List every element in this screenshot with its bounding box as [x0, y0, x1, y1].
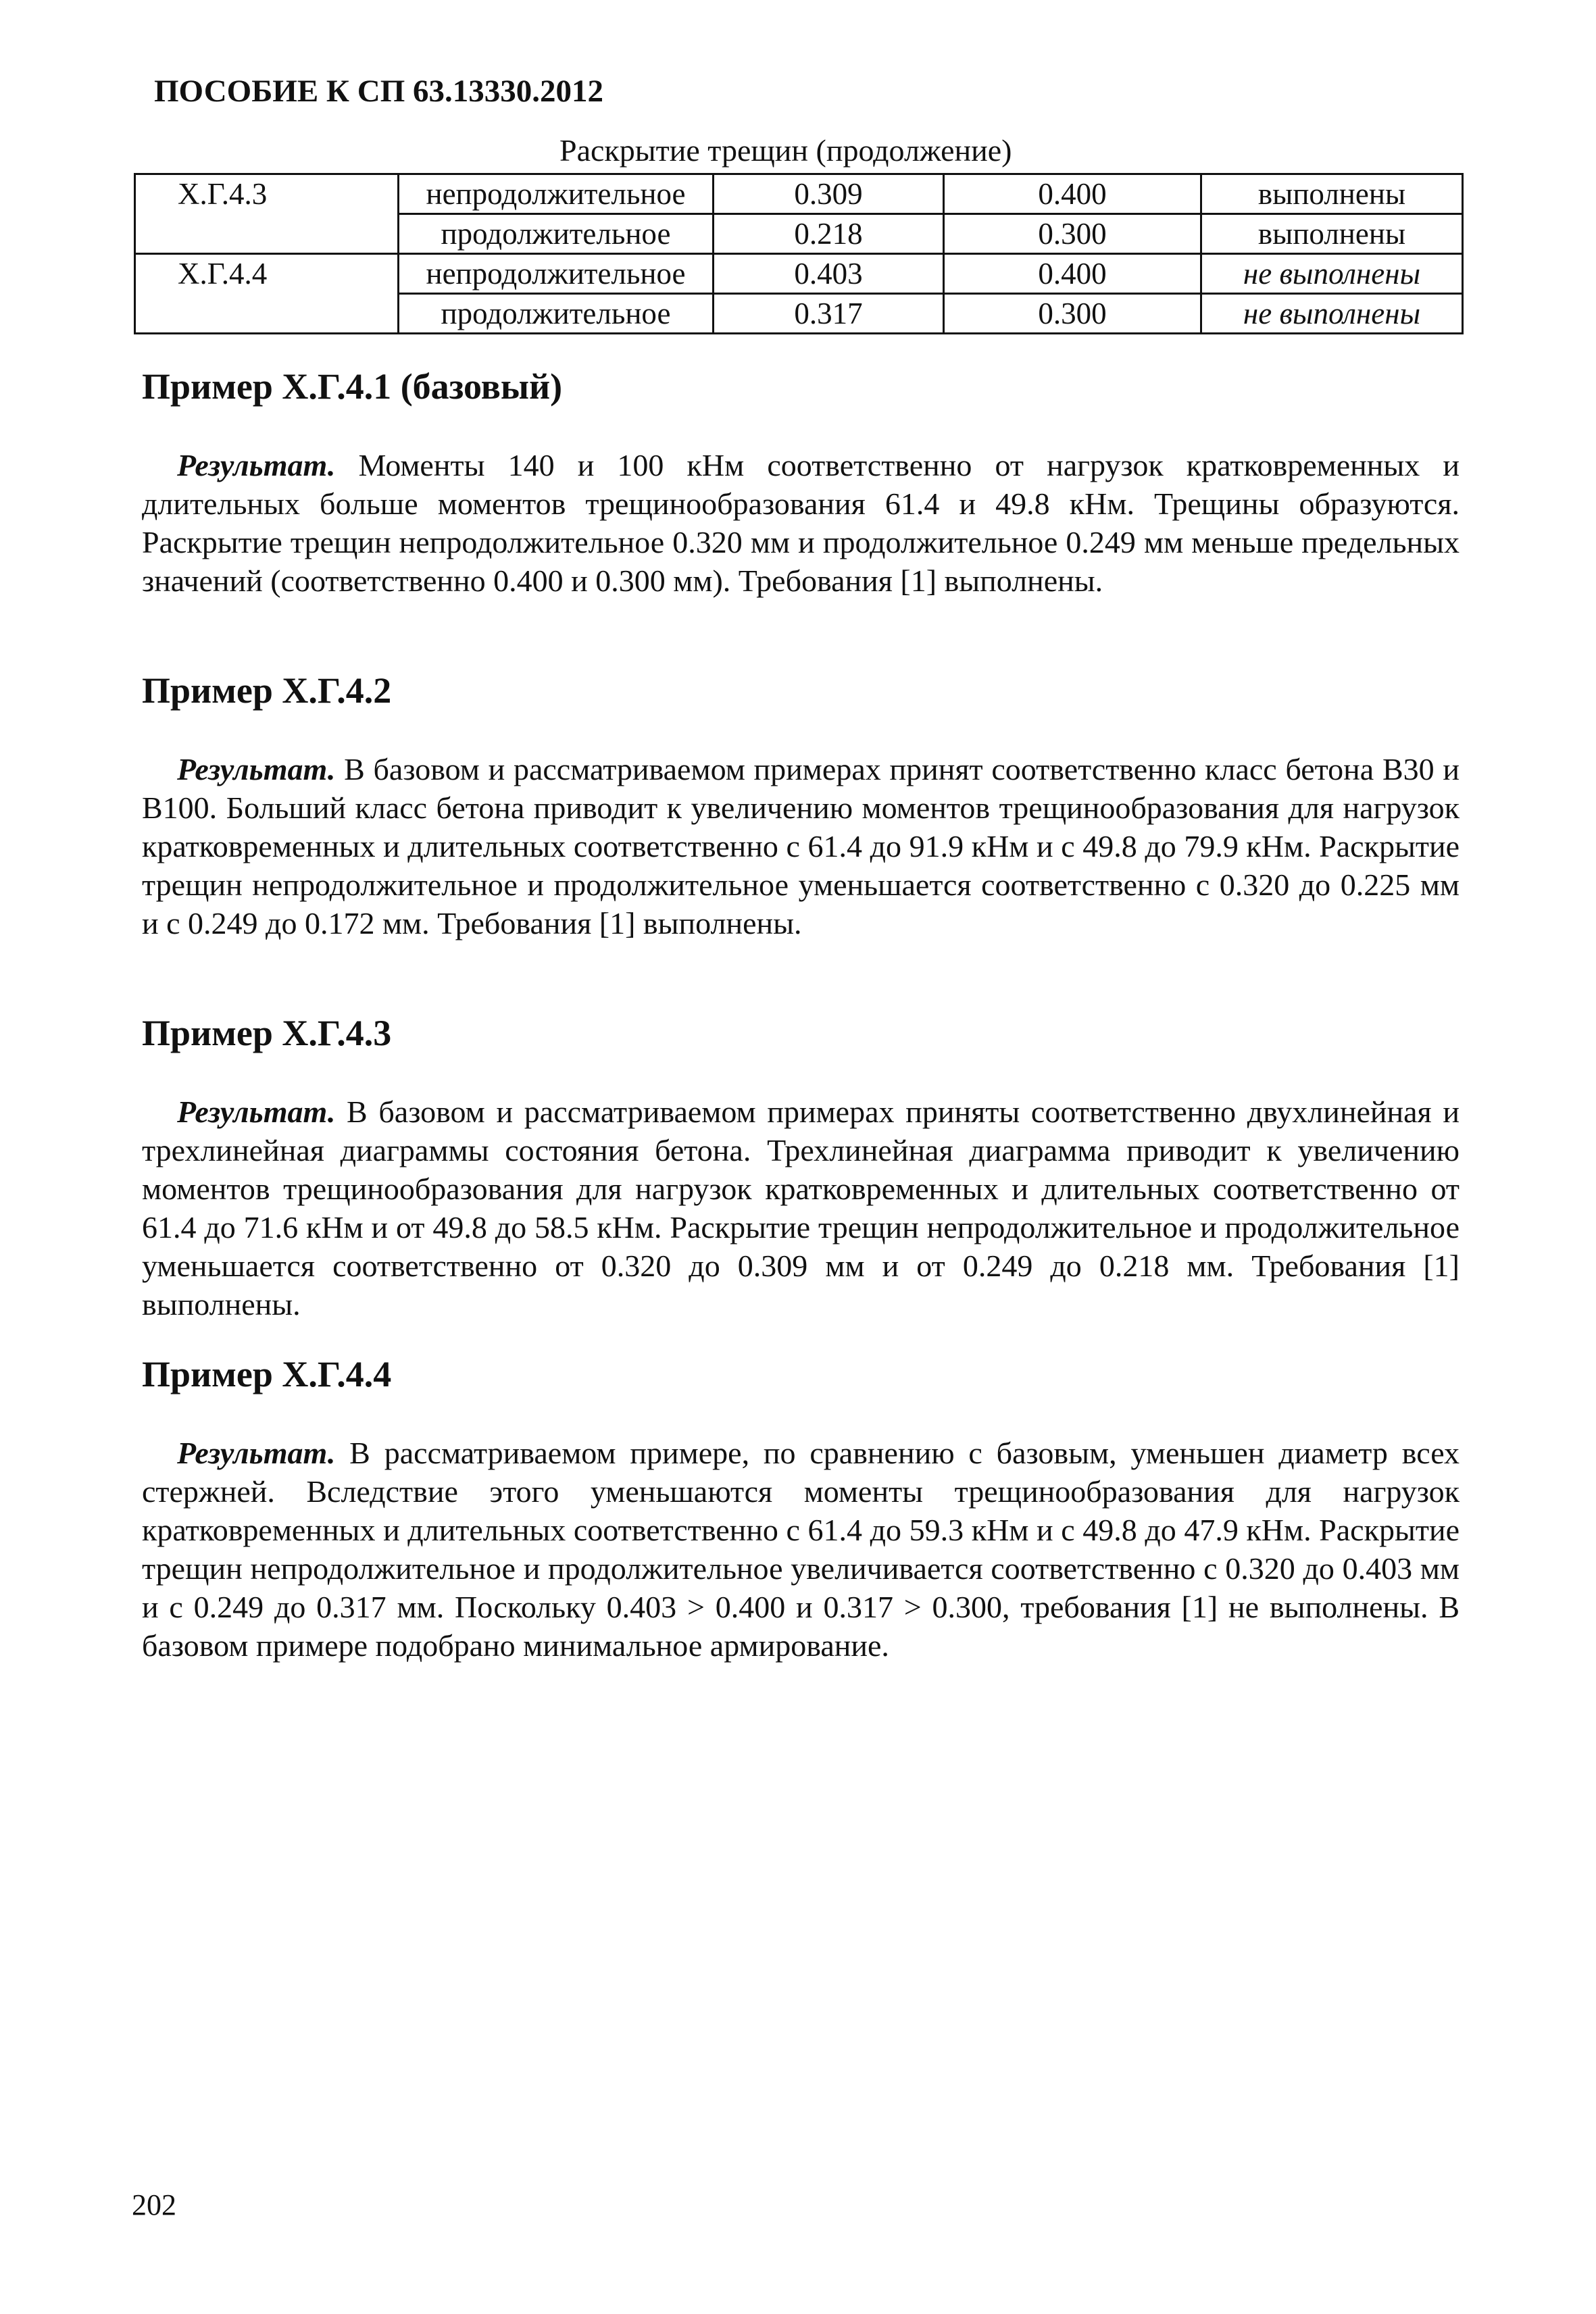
load-type-cell: непродолжительное [399, 174, 714, 214]
example-id-cell: Х.Г.4.4 [135, 254, 399, 334]
section-heading: Пример Х.Г.4.1 (базовый) [142, 366, 563, 407]
table-row [135, 174, 1463, 214]
result-text: В базовом и рассматриваемом примерах принят соответственно класс бетона В30 и В100. Больший класс бетона приводит к увеличению моментов трещинообразования для нагрузок кратковременных и длительных соответственно с 61.4 до 91.9 кНм и с 49.8 до 79.9 кНм. Раскрытие трещин непродолжительное и продолжительное уменьшается соответственно с 0.320 до 0.225 мм и с 0.249 до 0.172 мм. Требования [1] выполнены. [142, 752, 1460, 940]
example-section-3 [142, 1011, 1460, 1324]
crack-value-cell: 0.403 [714, 254, 944, 294]
section-paragraph [142, 446, 1460, 600]
limit-value-cell: 0.300 [944, 214, 1201, 254]
limit-value-cell: 0.400 [944, 174, 1201, 214]
page-header: ПОСОБИЕ К СП 63.13330.2012 [154, 74, 603, 109]
example-section-4 [142, 1353, 1460, 1665]
result-text: Моменты 140 и 100 кНм соответственно от нагрузок кратковременных и длительных больше моментов трещинообразования 61.4 и 49.8 кНм. Трещины образуются. Раскрытие трещин непродолжительное 0.320 мм и продолжительное 0.249 мм меньше предельных значений (соответственно 0.400 и 0.300 мм). Требования [1] выполнены. [142, 448, 1460, 598]
example-section-2 [142, 669, 1460, 942]
limit-value-cell: 0.300 [944, 294, 1201, 334]
crack-value-cell: 0.218 [714, 214, 944, 254]
status-cell: не выполнены [1201, 254, 1463, 294]
section-paragraph [142, 750, 1460, 942]
result-lead: Результат. [177, 448, 336, 482]
page-number: 202 [132, 2188, 176, 2221]
crack-value-cell: 0.309 [714, 174, 944, 214]
section-heading: Пример Х.Г.4.2 [142, 670, 392, 711]
status-cell: выполнены [1201, 174, 1463, 214]
section-heading: Пример Х.Г.4.3 [142, 1013, 392, 1053]
status-cell: выполнены [1201, 214, 1463, 254]
result-lead: Результат. [177, 752, 336, 786]
example-id-cell: Х.Г.4.3 [135, 174, 399, 254]
result-lead: Результат. [177, 1095, 336, 1129]
limit-value-cell: 0.400 [944, 254, 1201, 294]
section-paragraph [142, 1092, 1460, 1324]
status-cell: не выполнены [1201, 294, 1463, 334]
table-row [135, 254, 1463, 294]
crack-value-cell: 0.317 [714, 294, 944, 334]
section-paragraph [142, 1434, 1460, 1665]
load-type-cell: продолжительное [399, 214, 714, 254]
crack-opening-table [134, 173, 1464, 334]
table-caption: Раскрытие трещин (продолжение) [559, 133, 1012, 168]
example-section-1 [142, 365, 1460, 600]
load-type-cell: непродолжительное [399, 254, 714, 294]
result-text: В рассматриваемом примере, по сравнению с базовым, уменьшен диаметр всех стержней. Вследствие этого уменьшаются моменты трещинообразования для нагрузок кратковременных и длительных соответственно с 61.4 до 59.3 кНм и с 49.8 до 47.9 кНм. Раскрытие трещин непродолжительное и продолжительное увеличивается соответственно с 0.320 до 0.403 мм и с 0.249 до 0.317 мм. Поскольку 0.403 > 0.400 и 0.317 > 0.300, требования [1] не выполнены. В базовом примере подобрано минимальное армирование. [142, 1436, 1460, 1663]
load-type-cell: продолжительное [399, 294, 714, 334]
result-lead: Результат. [177, 1436, 336, 1470]
section-heading: Пример Х.Г.4.4 [142, 1354, 392, 1394]
result-text: В базовом и рассматриваемом примерах приняты соответственно двухлинейная и трехлинейная диаграммы состояния бетона. Трехлинейная диаграмма приводит к увеличению моментов трещинообразования для нагрузок кратковременных и длительных соответственно от 61.4 до 71.6 кНм и от 49.8 до 58.5 кНм. Раскрытие трещин непродолжительное и продолжительное уменьшается соответственно от 0.320 до 0.309 мм и от 0.249 до 0.218 мм. Требования [1] выполнены. [142, 1095, 1460, 1322]
